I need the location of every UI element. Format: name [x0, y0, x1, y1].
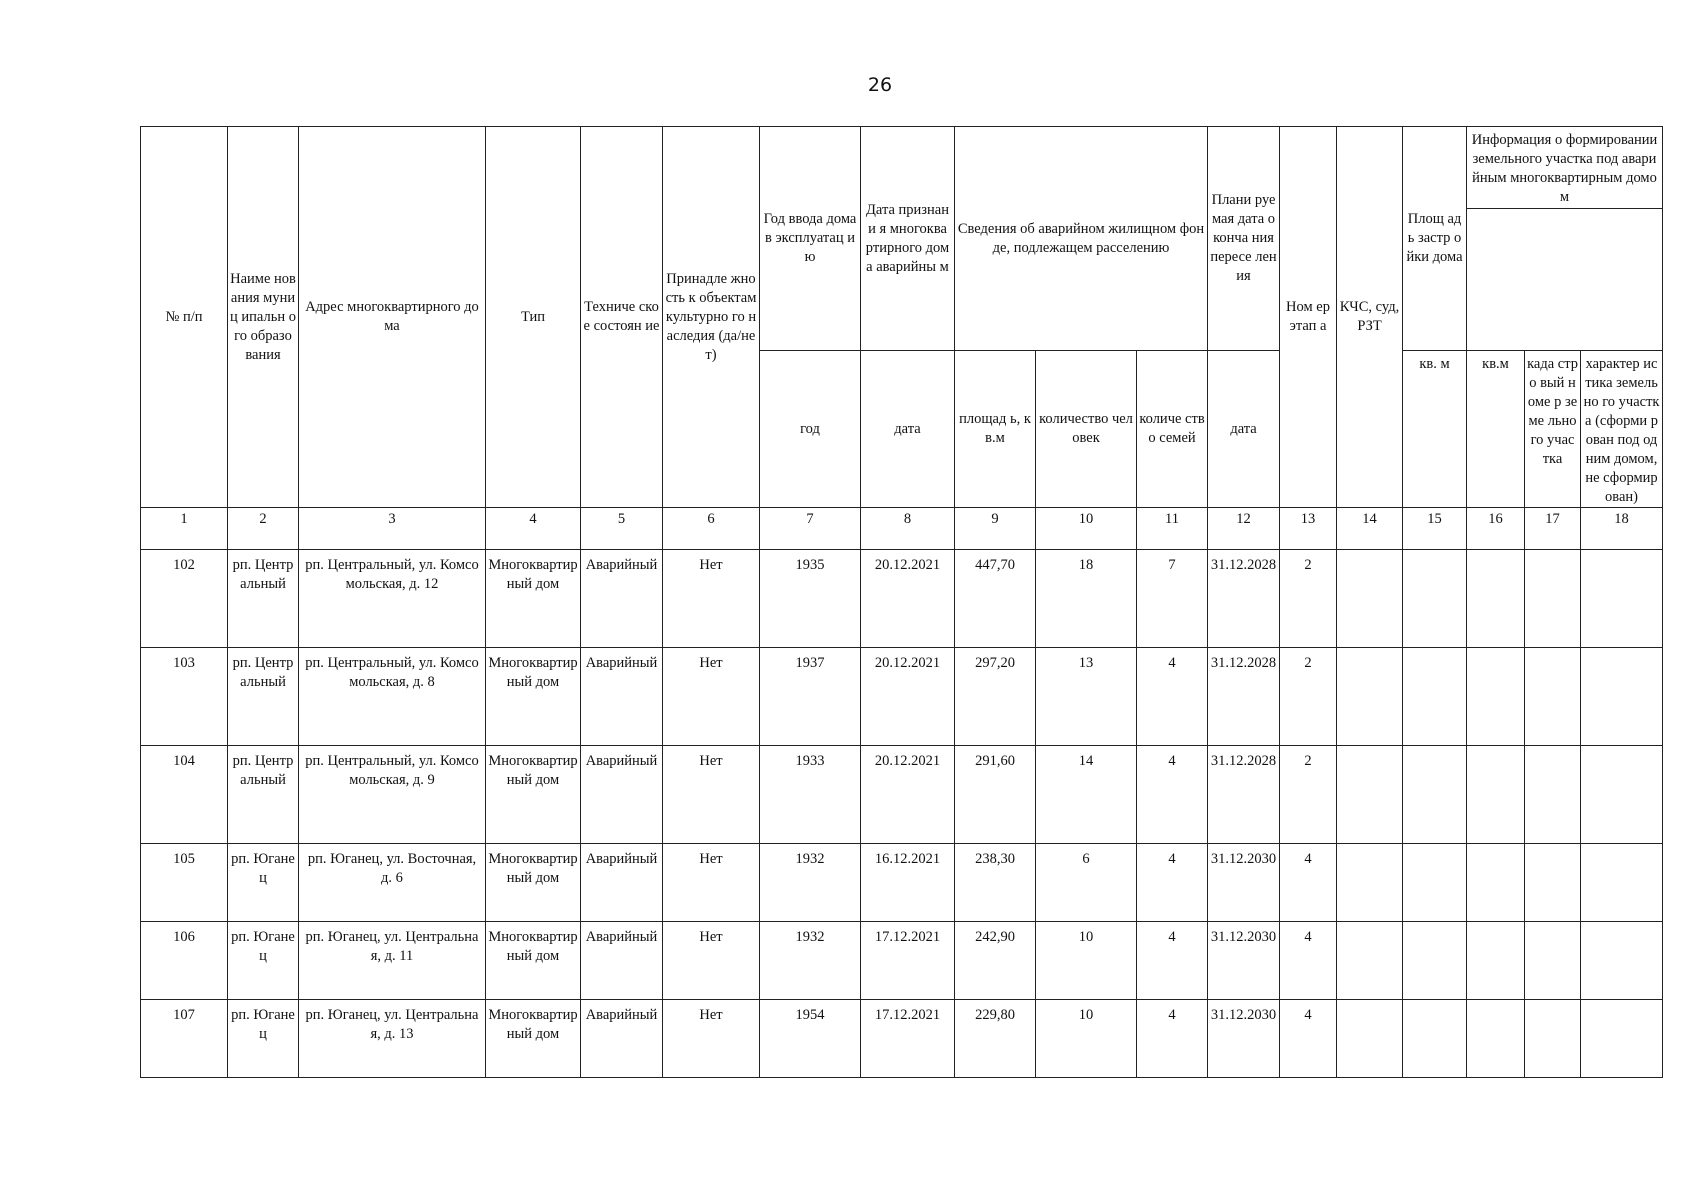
- planned-end: 31.12.2028: [1208, 746, 1280, 844]
- families: 4: [1137, 922, 1208, 1000]
- subheader-area: площад ь, кв.м: [955, 351, 1036, 508]
- empty-cell: [1467, 1000, 1525, 1078]
- people: 6: [1036, 844, 1137, 922]
- municipality: рп. Юганец: [228, 1000, 299, 1078]
- municipality: рп. Центральный: [228, 550, 299, 648]
- empty-cell: [1581, 550, 1663, 648]
- header-planned-end: Плани руемая дата оконча ния пересе ления: [1208, 127, 1280, 351]
- area: 229,80: [955, 1000, 1036, 1078]
- municipality: рп. Юганец: [228, 922, 299, 1000]
- address: рп. Юганец, ул. Центральная, д. 11: [299, 922, 486, 1000]
- technical-state: Аварийный: [581, 844, 663, 922]
- empty-cell: [1525, 746, 1581, 844]
- area: 297,20: [955, 648, 1036, 746]
- column-number: 16: [1467, 508, 1525, 550]
- heritage: Нет: [663, 648, 760, 746]
- heritage: Нет: [663, 844, 760, 922]
- empty-cell: [1581, 1000, 1663, 1078]
- recognition-date: 17.12.2021: [861, 1000, 955, 1078]
- empty-cell: [1467, 746, 1525, 844]
- area: 447,70: [955, 550, 1036, 648]
- empty-cell: [1403, 550, 1467, 648]
- column-number: 14: [1337, 508, 1403, 550]
- subheader-sq-m: кв. м: [1403, 351, 1467, 508]
- recognition-date: 16.12.2021: [861, 844, 955, 922]
- table-row: [141, 844, 1663, 922]
- recognition-date: 17.12.2021: [861, 922, 955, 1000]
- planned-end: 31.12.2030: [1208, 1000, 1280, 1078]
- header-municipality: Наиме нования муниц ипальн ого образо вания: [228, 127, 299, 508]
- address: рп. Юганец, ул. Восточная, д. 6: [299, 844, 486, 922]
- building-type: Многоквартирный дом: [486, 1000, 581, 1078]
- municipality: рп. Центральный: [228, 746, 299, 844]
- municipality: рп. Центральный: [228, 648, 299, 746]
- commission-year: 1954: [760, 1000, 861, 1078]
- empty-cell: [1581, 746, 1663, 844]
- technical-state: Аварийный: [581, 1000, 663, 1078]
- column-number: 1: [141, 508, 228, 550]
- commission-year: 1932: [760, 844, 861, 922]
- people: 13: [1036, 648, 1137, 746]
- empty-cell: [1403, 746, 1467, 844]
- commission-year: 1937: [760, 648, 861, 746]
- stage: 4: [1280, 1000, 1337, 1078]
- header-commission-year: Год ввода дома в эксплуатац ию: [760, 127, 861, 351]
- emergency-housing-table: [140, 126, 1663, 1078]
- header-stage-number: Ном ер этап а: [1280, 127, 1337, 508]
- subheader-date: дата: [861, 351, 955, 508]
- technical-state: Аварийный: [581, 922, 663, 1000]
- recognition-date: 20.12.2021: [861, 648, 955, 746]
- people: 18: [1036, 550, 1137, 648]
- empty-cell: [1337, 922, 1403, 1000]
- building-type: Многоквартирный дом: [486, 922, 581, 1000]
- header-heritage: Принадле жность к объектам культурно го наследия (да/нет): [663, 127, 760, 508]
- area: 291,60: [955, 746, 1036, 844]
- municipality: рп. Юганец: [228, 844, 299, 922]
- row-number: 102: [141, 550, 228, 648]
- header-row-number: № п/п: [141, 127, 228, 508]
- row-number: 104: [141, 746, 228, 844]
- header-cadastral-number: када стро вый номе р земе льно го учас тка: [1525, 351, 1581, 508]
- empty-cell: [1337, 550, 1403, 648]
- empty-cell: [1403, 648, 1467, 746]
- empty-cell: [1525, 550, 1581, 648]
- area: 238,30: [955, 844, 1036, 922]
- column-number: 15: [1403, 508, 1467, 550]
- table-row: [141, 1000, 1663, 1078]
- empty-cell: [1581, 922, 1663, 1000]
- column-number: 4: [486, 508, 581, 550]
- empty-cell: [1525, 648, 1581, 746]
- subheader-sqm: кв.м: [1467, 351, 1525, 508]
- empty-cell: [1467, 922, 1525, 1000]
- header-address: Адрес многоквартирного дома: [299, 127, 486, 508]
- column-number: 6: [663, 508, 760, 550]
- heritage: Нет: [663, 550, 760, 648]
- column-number: 11: [1137, 508, 1208, 550]
- families: 4: [1137, 844, 1208, 922]
- people: 10: [1036, 922, 1137, 1000]
- table-row: [141, 746, 1663, 844]
- empty-cell: [1403, 922, 1467, 1000]
- empty-cell: [1403, 1000, 1467, 1078]
- column-number: 7: [760, 508, 861, 550]
- header-type: Тип: [486, 127, 581, 508]
- row-number: 105: [141, 844, 228, 922]
- row-number: 103: [141, 648, 228, 746]
- table-row: [141, 550, 1663, 648]
- empty-cell: [1525, 922, 1581, 1000]
- stage: 2: [1280, 648, 1337, 746]
- empty-cell: [1403, 844, 1467, 922]
- column-number: 18: [1581, 508, 1663, 550]
- recognition-date: 20.12.2021: [861, 550, 955, 648]
- column-number: 12: [1208, 508, 1280, 550]
- column-number: 2: [228, 508, 299, 550]
- families: 4: [1137, 648, 1208, 746]
- header-plot-characteristics: характер истика земельно го участка (сформи рован под одним домом, не сформир ован): [1581, 351, 1663, 508]
- building-type: Многоквартирный дом: [486, 550, 581, 648]
- table-row: [141, 922, 1663, 1000]
- subheader-families: количе ство семей: [1137, 351, 1208, 508]
- empty-cell: [1581, 648, 1663, 746]
- header-land-plot-group-title: Информация о формировании земельного участка под аварийным многоквартирным домом: [1467, 131, 1662, 209]
- stage: 4: [1280, 844, 1337, 922]
- empty-cell: [1525, 844, 1581, 922]
- building-type: Многоквартирный дом: [486, 844, 581, 922]
- column-number: 9: [955, 508, 1036, 550]
- building-type: Многоквартирный дом: [486, 746, 581, 844]
- building-type: Многоквартирный дом: [486, 648, 581, 746]
- header-building-area: Площ адь застр ойки дома: [1403, 127, 1467, 351]
- technical-state: Аварийный: [581, 648, 663, 746]
- commission-year: 1933: [760, 746, 861, 844]
- empty-cell: [1467, 550, 1525, 648]
- technical-state: Аварийный: [581, 746, 663, 844]
- row-number: 107: [141, 1000, 228, 1078]
- people: 10: [1036, 1000, 1137, 1078]
- header-recognition-date: Дата признани я многоква ртирного дома аварийны м: [861, 127, 955, 351]
- commission-year: 1932: [760, 922, 861, 1000]
- header-technical-state: Техниче ское состоян ие: [581, 127, 663, 508]
- column-number: 8: [861, 508, 955, 550]
- empty-cell: [1337, 648, 1403, 746]
- page-number: 26: [867, 74, 893, 96]
- stage: 2: [1280, 746, 1337, 844]
- header-kchs: КЧС, суд, РЗТ: [1337, 127, 1403, 508]
- heritage: Нет: [663, 1000, 760, 1078]
- subheader-people: количество человек: [1036, 351, 1137, 508]
- subheader-end-date: дата: [1208, 351, 1280, 508]
- heritage: Нет: [663, 922, 760, 1000]
- header-land-plot-group: [1467, 127, 1663, 351]
- families: 4: [1137, 746, 1208, 844]
- column-number: 17: [1525, 508, 1581, 550]
- column-number-row: [141, 508, 1663, 550]
- table-row: [141, 648, 1663, 746]
- subheader-year: год: [760, 351, 861, 508]
- address: рп. Центральный, ул. Комсомольская, д. 8: [299, 648, 486, 746]
- column-number: 3: [299, 508, 486, 550]
- column-number: 13: [1280, 508, 1337, 550]
- row-number: 106: [141, 922, 228, 1000]
- planned-end: 31.12.2028: [1208, 550, 1280, 648]
- families: 4: [1137, 1000, 1208, 1078]
- column-number: 5: [581, 508, 663, 550]
- empty-cell: [1467, 648, 1525, 746]
- area: 242,90: [955, 922, 1036, 1000]
- empty-cell: [1525, 1000, 1581, 1078]
- recognition-date: 20.12.2021: [861, 746, 955, 844]
- empty-cell: [1337, 1000, 1403, 1078]
- column-number: 10: [1036, 508, 1137, 550]
- empty-cell: [1337, 844, 1403, 922]
- planned-end: 31.12.2030: [1208, 844, 1280, 922]
- empty-cell: [1337, 746, 1403, 844]
- address: рп. Юганец, ул. Центральная, д. 13: [299, 1000, 486, 1078]
- people: 14: [1036, 746, 1137, 844]
- families: 7: [1137, 550, 1208, 648]
- heritage: Нет: [663, 746, 760, 844]
- header-housing-info-group: Сведения об аварийном жилищном фонде, подлежащем расселению: [955, 127, 1208, 351]
- planned-end: 31.12.2030: [1208, 922, 1280, 1000]
- stage: 2: [1280, 550, 1337, 648]
- technical-state: Аварийный: [581, 550, 663, 648]
- address: рп. Центральный, ул. Комсомольская, д. 12: [299, 550, 486, 648]
- stage: 4: [1280, 922, 1337, 1000]
- empty-cell: [1467, 844, 1525, 922]
- commission-year: 1935: [760, 550, 861, 648]
- address: рп. Центральный, ул. Комсомольская, д. 9: [299, 746, 486, 844]
- planned-end: 31.12.2028: [1208, 648, 1280, 746]
- empty-cell: [1581, 844, 1663, 922]
